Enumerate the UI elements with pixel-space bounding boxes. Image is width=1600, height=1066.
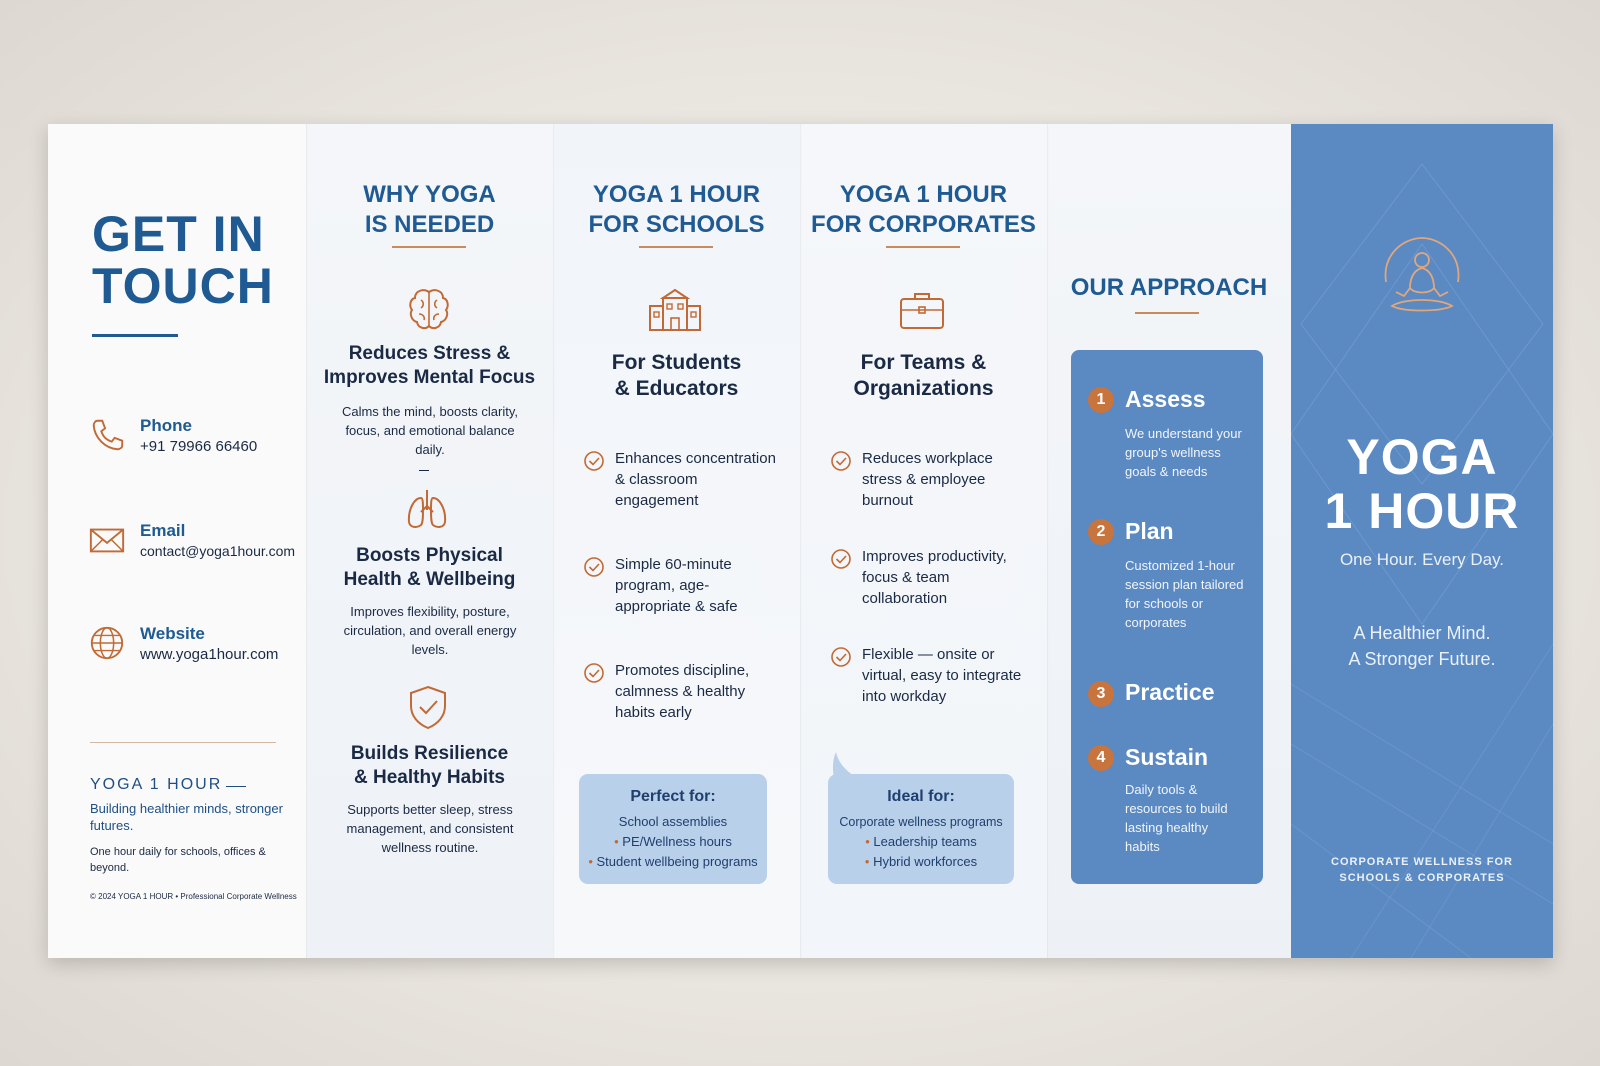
check-circle-icon <box>583 662 605 684</box>
check-circle-icon <box>830 646 852 668</box>
step-title: Sustain <box>1125 744 1209 770</box>
box-item: • Student wellbeing programs <box>588 854 758 869</box>
benefit-text: Supports better sleep, stress management, and consistent wellness routine. <box>346 802 514 855</box>
fold-line <box>1047 124 1049 958</box>
approach-panel <box>1047 124 1291 958</box>
step-number: 4 <box>1088 745 1114 771</box>
separator <box>419 470 429 471</box>
benefit-point: Simple 60-minute program, age-appropriate & safe <box>615 556 738 615</box>
cover-panel <box>1291 124 1553 958</box>
tagline: Building healthier minds, stronger futures. <box>90 801 283 833</box>
benefit-text: Calms the mind, boosts clarity, focus, and emotional balance daily. <box>341 404 519 457</box>
brand-dash <box>226 786 246 787</box>
divider <box>90 742 276 743</box>
fold-line <box>306 124 308 958</box>
why-yoga-panel <box>306 124 553 958</box>
benefit-heading: Boosts Physical Health & Wellbeing <box>343 545 516 590</box>
check-circle-icon <box>830 548 852 570</box>
envelope-icon <box>88 521 126 559</box>
check-circle-icon <box>583 556 605 578</box>
benefit-point: Reduces workplace stress & employee burnout <box>862 450 993 509</box>
ideal-for-box <box>828 774 1014 884</box>
step-title: Plan <box>1125 518 1174 544</box>
schools-panel <box>553 124 800 958</box>
corporates-subheading: For Teams & Organizations <box>853 351 994 400</box>
title-underline <box>886 246 960 248</box>
phone-icon <box>88 416 126 454</box>
contact-title: GET IN TOUCH <box>92 206 274 314</box>
corporates-title: YOGA 1 HOUR FOR CORPORATES <box>811 181 1036 238</box>
approach-steps-card <box>1071 350 1263 884</box>
schools-subheading: For Students & Educators <box>611 351 742 400</box>
brochure <box>48 124 1553 958</box>
perfect-for-box <box>579 774 767 884</box>
benefit-heading: Reduces Stress & Improves Mental Focus <box>323 343 536 388</box>
benefit-point: Enhances concentration & classroom engagement <box>615 450 776 509</box>
box-item: • Leadership teams <box>865 834 977 849</box>
benefit-text: Improves flexibility, posture, circulation, and overall energy levels. <box>343 604 517 657</box>
step-text: Customized 1-hour session plan tailored for schools or corporates <box>1125 558 1244 630</box>
box-item: • Hybrid workforces <box>864 854 978 869</box>
benefit-point: Promotes discipline, calmness & healthy habits early <box>615 662 750 721</box>
meditating-figure-icon <box>1374 234 1470 324</box>
phone-label: Phone <box>140 416 192 435</box>
website-label: Website <box>140 624 205 643</box>
title-underline <box>92 334 178 337</box>
shield-check-icon <box>403 684 453 730</box>
fold-line <box>553 124 555 958</box>
box-item: Corporate wellness programs <box>839 815 1003 829</box>
corporates-panel <box>800 124 1047 958</box>
schools-title: YOGA 1 HOUR FOR SCHOOLS <box>588 181 765 238</box>
phone-contact[interactable] <box>88 416 303 466</box>
step-text: We understand your group's wellness goals & needs <box>1125 426 1242 479</box>
brain-icon <box>404 286 454 332</box>
email-contact[interactable] <box>88 521 303 571</box>
cover-tagline: A Healthier Mind. A Stronger Future. <box>1348 623 1496 669</box>
cover-subtitle: One Hour. Every Day. <box>1339 550 1505 569</box>
cover-title: YOGA 1 HOUR <box>1324 429 1520 539</box>
benefit-heading: Builds Resilience & Healthy Habits <box>350 743 509 788</box>
step-number: 3 <box>1088 681 1114 707</box>
check-circle-icon <box>583 450 605 472</box>
fold-line <box>800 124 802 958</box>
title-underline <box>1135 312 1199 314</box>
approach-title: OUR APPROACH <box>1070 274 1268 301</box>
globe-icon <box>88 624 126 662</box>
box-heading: Ideal for: <box>887 788 955 805</box>
contact-panel <box>48 124 306 958</box>
tagline-secondary: One hour daily for schools, offices & beyond. <box>90 846 266 874</box>
step-number: 1 <box>1088 387 1114 413</box>
step-title: Practice <box>1125 679 1215 705</box>
benefit-point: Improves productivity, focus & team collaboration <box>862 548 1007 607</box>
website-value[interactable]: www.yoga1hour.com <box>140 646 279 663</box>
lungs-icon <box>402 486 452 532</box>
phone-value[interactable]: +91 79966 66460 <box>140 438 258 455</box>
step-title: Assess <box>1125 386 1206 412</box>
step-number: 2 <box>1088 519 1114 545</box>
step-text: Daily tools & resources to build lasting healthy habits <box>1125 782 1228 854</box>
box-item: • PE/Wellness hours <box>614 834 732 849</box>
school-building-icon <box>647 288 703 332</box>
brand-name: YOGA 1 HOUR <box>90 776 223 793</box>
title-underline <box>392 246 466 248</box>
check-circle-icon <box>830 450 852 472</box>
email-value[interactable]: contact@yoga1hour.com <box>140 543 296 559</box>
title-underline <box>639 246 713 248</box>
website-contact[interactable] <box>88 624 303 674</box>
why-title: WHY YOGA IS NEEDED <box>363 181 496 238</box>
email-label: Email <box>140 521 186 540</box>
copyright: © 2024 YOGA 1 HOUR • Professional Corporate Wellness <box>90 892 297 901</box>
briefcase-icon <box>899 290 945 330</box>
box-item: School assemblies <box>618 814 728 829</box>
benefit-point: Flexible — onsite or virtual, easy to integrate into workday <box>862 646 1022 705</box>
cover-footer: CORPORATE WELLNESS FOR SCHOOLS & CORPORATES <box>1331 856 1513 884</box>
box-heading: Perfect for: <box>630 788 716 805</box>
